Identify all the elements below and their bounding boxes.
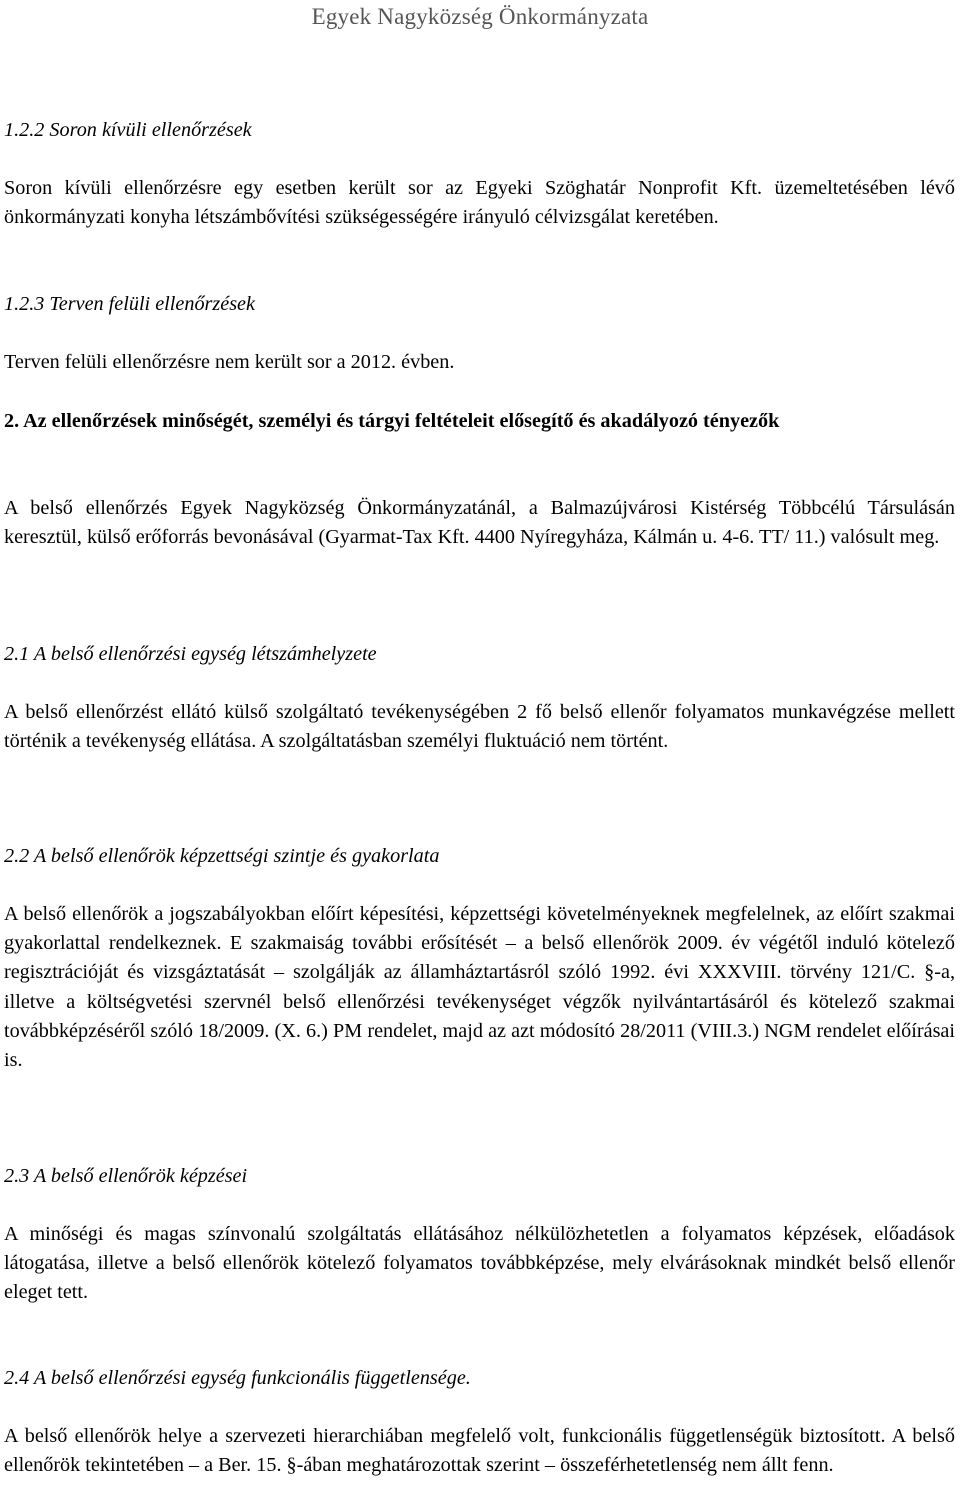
section-2-2-heading: 2.2 A belső ellenőrök képzettségi szintje és gyakorlata <box>4 845 440 867</box>
section-2-2-paragraph: A belső ellenőrök a jogszabályokban előírt képesítési, képzettségi követelményeknek megfelelnek, az előírt szakmai gyakorlattal rendelkeznek. E szakmaiság további erősítését – a belső ellenőrök 2009. év végétől induló kötelező regisztrációját és vizsgáztatását – szolgálják az államháztartásról szóló 1992. évi XXXVIII. törvény 121/C. §-a, illetve a költségvetési szervnél belső ellenőrzési tevékenységet végzők nyilvántartásáról és kötelező szakmai továbbképzéséről szóló 18/2009. (X. 6.) PM rendelet, majd az azt módosító 28/2011 (VIII.3.) NGM rendelet előírásai is. <box>4 903 955 1072</box>
section-2-heading: 2. Az ellenőrzések minőségét, személyi és tárgyi feltételeit elősegítő és akadályozó tényezők <box>4 410 780 432</box>
section-2-4-paragraph: A belső ellenőrök helye a szervezeti hierarchiában megfelelő volt, funkcionális függetlenségük biztosított. A belső ellenőrök tekintetében – a Ber. 15. §-ában meghatározottak szerint – összeférhetetlenség nem állt fenn. <box>4 1425 955 1477</box>
page-header-title: Egyek Nagyközség Önkormányzata <box>311 4 649 29</box>
section-2-1-paragraph: A belső ellenőrzést ellátó külső szolgáltató tevékenységében 2 fő belső ellenőr folyamatos munkavégzése mellett történik a tevékenység ellátása. A szolgáltatásban személyi fluktuáció nem történt. <box>4 701 955 753</box>
section-2-3-heading: 2.3 A belső ellenőrök képzései <box>4 1165 248 1187</box>
section-2-4-heading: 2.4 A belső ellenőrzési egység funkcionális függetlensége. <box>4 1367 471 1389</box>
section-2-paragraph: A belső ellenőrzés Egyek Nagyközség Önkormányzatánál, a Balmazújvárosi Kistérség Többcélú Társulásán keresztül, külső erőforrás bevonásával (Gyarmat-Tax Kft. 4400 Nyíregyháza, Kálmán u. 4-6. TT/ 11.) valósult meg. <box>4 497 955 549</box>
section-1-2-3-heading: 1.2.3 Terven felüli ellenőrzések <box>4 293 255 315</box>
section-2-3-paragraph: A minőségi és magas színvonalú szolgáltatás ellátásához nélkülözhetetlen a folyamatos képzések, előadások látogatása, illetve a belső ellenőrök kötelező folyamatos továbbképzése, mely elvárásoknak mindkét belső ellenőr eleget tett. <box>4 1223 955 1304</box>
section-1-2-2-heading: 1.2.2 Soron kívüli ellenőrzések <box>4 119 252 141</box>
section-1-2-3-paragraph: Terven felüli ellenőrzésre nem került sor a 2012. évben. <box>4 351 455 373</box>
section-1-2-2-paragraph: Soron kívüli ellenőrzésre egy esetben került sor az Egyeki Szöghatár Nonprofit Kft. üzemeltetésében lévő önkormányzati konyha létszámbővítési szükségességére irányuló célvizsgálat keretében. <box>4 177 955 229</box>
section-2-1-heading: 2.1 A belső ellenőrzési egység létszámhelyzete <box>4 643 377 665</box>
